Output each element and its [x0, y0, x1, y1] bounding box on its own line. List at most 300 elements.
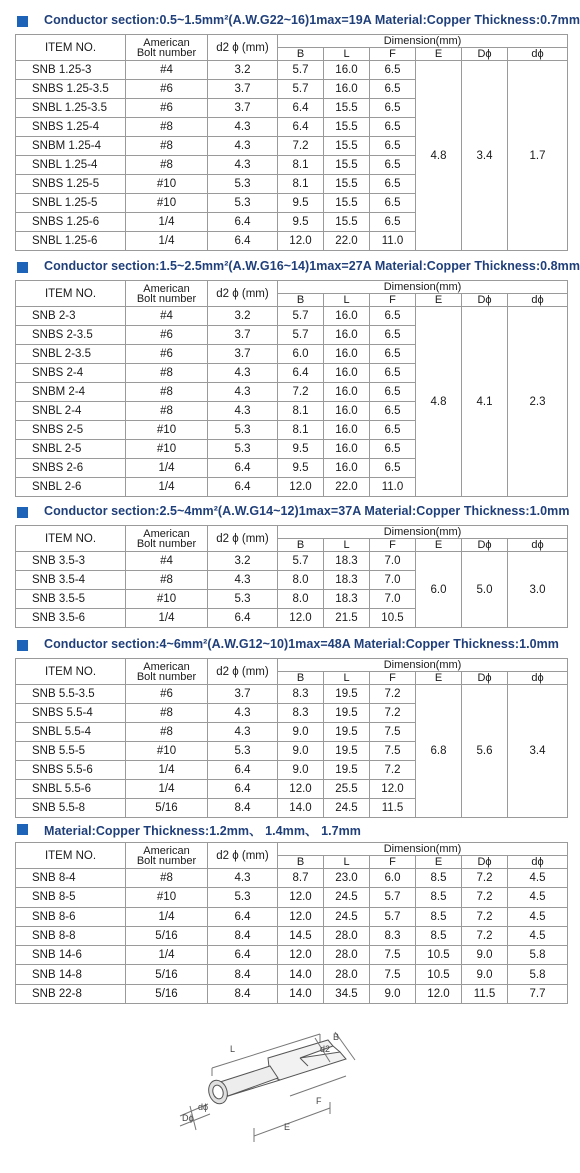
item-no: SNBL 5.5-4	[16, 723, 126, 742]
b-value: 9.5	[278, 440, 324, 459]
label-E: E	[284, 1122, 291, 1132]
f-value: 6.5	[370, 118, 416, 137]
f-value: 8.3	[370, 926, 416, 945]
header-e: E	[416, 48, 462, 61]
f-value: 7.0	[370, 571, 416, 590]
section-5	[15, 820, 567, 1004]
b-value: 14.5	[278, 926, 324, 945]
header-row	[16, 843, 568, 856]
header-row	[16, 659, 568, 672]
d2-value: 8.4	[208, 926, 278, 945]
outer-d-value: 4.1	[462, 307, 508, 497]
d2-value: 5.3	[208, 194, 278, 213]
inner-d-value: 5.8	[508, 946, 568, 965]
b-value: 8.7	[278, 869, 324, 888]
bolt-number: 5/16	[126, 799, 208, 818]
terminal-diagram	[150, 1018, 410, 1168]
header-d: dϕ	[508, 294, 568, 307]
item-no: SNB 3.5-3	[16, 552, 126, 571]
d2-value: 3.2	[208, 552, 278, 571]
bolt-number: 1/4	[126, 761, 208, 780]
header-d: dϕ	[508, 48, 568, 61]
header-bolt-line2: Bolt number	[136, 537, 197, 550]
l-value: 24.5	[324, 888, 370, 907]
f-value: 11.5	[370, 799, 416, 818]
d2-value: 6.4	[208, 459, 278, 478]
bolt-number: #10	[126, 421, 208, 440]
l-value: 24.5	[324, 907, 370, 926]
section-1	[15, 12, 580, 251]
spec-table	[15, 842, 568, 1004]
header-item-no: ITEM NO.	[16, 659, 126, 685]
bolt-number: #8	[126, 869, 208, 888]
inner-d-value: 4.5	[508, 869, 568, 888]
l-value: 19.5	[324, 761, 370, 780]
header-d2: d2 ϕ (mm)	[208, 35, 278, 61]
label-D: Dϕ	[182, 1113, 194, 1123]
header-l: L	[324, 672, 370, 685]
label-B: B	[333, 1032, 340, 1042]
header-item-no: ITEM NO.	[16, 281, 126, 307]
item-no: SNBL 2-5	[16, 440, 126, 459]
b-value: 8.3	[278, 704, 324, 723]
item-no: SNBS 2-3.5	[16, 326, 126, 345]
l-value: 15.5	[324, 118, 370, 137]
d2-value: 4.3	[208, 704, 278, 723]
e-value: 6.0	[416, 552, 462, 628]
bullet-square-icon	[17, 16, 28, 27]
outer-d-value: 9.0	[462, 946, 508, 965]
d2-value: 3.7	[208, 326, 278, 345]
b-value: 12.0	[278, 946, 324, 965]
l-value: 16.0	[324, 80, 370, 99]
fork-terminal-drawing	[150, 1018, 410, 1168]
l-value: 28.0	[324, 946, 370, 965]
header-bolt-line2: Bolt number	[136, 292, 197, 305]
e-value: 4.8	[416, 307, 462, 497]
f-value: 6.5	[370, 364, 416, 383]
b-value: 6.4	[278, 364, 324, 383]
header-dimension: Dimension(mm)	[278, 35, 568, 48]
item-no: SNB 8-4	[16, 869, 126, 888]
f-value: 7.5	[370, 965, 416, 984]
b-value: 6.4	[278, 99, 324, 118]
table-row	[16, 965, 568, 984]
label-L: L	[230, 1044, 236, 1054]
b-value: 8.3	[278, 685, 324, 704]
bolt-number: #10	[126, 175, 208, 194]
bolt-number: #8	[126, 402, 208, 421]
bolt-number: #6	[126, 345, 208, 364]
d2-value: 6.4	[208, 609, 278, 628]
header-f: F	[370, 856, 416, 869]
d2-value: 6.4	[208, 946, 278, 965]
header-bolt-number	[126, 526, 208, 552]
f-value: 6.5	[370, 213, 416, 232]
outer-d-value: 9.0	[462, 965, 508, 984]
l-value: 19.5	[324, 704, 370, 723]
d2-value: 8.4	[208, 799, 278, 818]
header-e: E	[416, 856, 462, 869]
table-row	[16, 926, 568, 945]
b-value: 12.0	[278, 907, 324, 926]
item-no: SNBM 1.25-4	[16, 137, 126, 156]
l-value: 16.0	[324, 326, 370, 345]
header-b: B	[278, 48, 324, 61]
header-bolt-line2: Bolt number	[136, 46, 197, 59]
item-no: SNBS 2-6	[16, 459, 126, 478]
f-value: 6.5	[370, 440, 416, 459]
item-no: SNB 3.5-6	[16, 609, 126, 628]
b-value: 8.1	[278, 421, 324, 440]
header-d-outer: Dϕ	[462, 48, 508, 61]
section-title-text: Conductor section:1.5~2.5mm²(A.W.G16~14)1max=27A Material:Copper Thickness:0.8mm	[44, 259, 580, 273]
header-bolt-number	[126, 35, 208, 61]
table-row	[16, 984, 568, 1003]
b-value: 5.7	[278, 307, 324, 326]
header-b: B	[278, 672, 324, 685]
l-value: 28.0	[324, 965, 370, 984]
header-b: B	[278, 539, 324, 552]
d2-value: 4.3	[208, 118, 278, 137]
b-value: 9.5	[278, 194, 324, 213]
header-d-outer: Dϕ	[462, 672, 508, 685]
bolt-number: #8	[126, 137, 208, 156]
d2-value: 5.3	[208, 175, 278, 194]
item-no: SNB 8-6	[16, 907, 126, 926]
d2-value: 3.2	[208, 61, 278, 80]
bolt-number: #4	[126, 61, 208, 80]
header-b: B	[278, 856, 324, 869]
d2-value: 4.3	[208, 723, 278, 742]
bolt-number: 5/16	[126, 926, 208, 945]
item-no: SNB 5.5-5	[16, 742, 126, 761]
f-value: 11.0	[370, 478, 416, 497]
inner-d-value: 4.5	[508, 907, 568, 926]
e-value: 8.5	[416, 926, 462, 945]
table-row	[16, 552, 568, 571]
d2-value: 4.3	[208, 364, 278, 383]
header-b: B	[278, 294, 324, 307]
d2-value: 5.3	[208, 888, 278, 907]
outer-d-value: 7.2	[462, 907, 508, 926]
d2-value: 3.2	[208, 307, 278, 326]
item-no: SNB 8-5	[16, 888, 126, 907]
l-value: 16.0	[324, 421, 370, 440]
header-d-outer: Dϕ	[462, 539, 508, 552]
b-value: 6.0	[278, 345, 324, 364]
bolt-number: #6	[126, 99, 208, 118]
d2-value: 4.3	[208, 869, 278, 888]
header-f: F	[370, 48, 416, 61]
bolt-number: 1/4	[126, 478, 208, 497]
header-bolt-line1: American	[143, 282, 190, 295]
header-row	[16, 35, 568, 48]
f-value: 7.5	[370, 723, 416, 742]
bolt-number: #8	[126, 156, 208, 175]
header-bolt-line2: Bolt number	[136, 854, 197, 867]
e-value: 6.8	[416, 685, 462, 818]
e-value: 10.5	[416, 946, 462, 965]
b-value: 9.0	[278, 742, 324, 761]
d2-value: 3.7	[208, 80, 278, 99]
table-row	[16, 307, 568, 326]
d2-value: 8.4	[208, 965, 278, 984]
item-no: SNB 22-8	[16, 984, 126, 1003]
f-value: 7.0	[370, 590, 416, 609]
l-value: 19.5	[324, 742, 370, 761]
f-value: 6.5	[370, 383, 416, 402]
item-no: SNBM 2-4	[16, 383, 126, 402]
l-value: 21.5	[324, 609, 370, 628]
b-value: 7.2	[278, 137, 324, 156]
header-bolt-line2: Bolt number	[136, 670, 197, 683]
header-dimension: Dimension(mm)	[278, 281, 568, 294]
bolt-number: #10	[126, 590, 208, 609]
f-value: 5.7	[370, 888, 416, 907]
item-no: SNBL 2-3.5	[16, 345, 126, 364]
e-value: 8.5	[416, 888, 462, 907]
l-value: 15.5	[324, 213, 370, 232]
b-value: 14.0	[278, 965, 324, 984]
f-value: 9.0	[370, 984, 416, 1003]
bolt-number: #8	[126, 723, 208, 742]
f-value: 6.5	[370, 137, 416, 156]
bolt-number: #10	[126, 194, 208, 213]
header-d2: d2 ϕ (mm)	[208, 281, 278, 307]
l-value: 22.0	[324, 478, 370, 497]
item-no: SNBL 1.25-5	[16, 194, 126, 213]
header-l: L	[324, 294, 370, 307]
b-value: 9.5	[278, 459, 324, 478]
b-value: 6.4	[278, 118, 324, 137]
item-no: SNBL 2-6	[16, 478, 126, 497]
header-bolt-number	[126, 843, 208, 869]
item-no: SNBS 1.25-4	[16, 118, 126, 137]
d2-value: 3.7	[208, 99, 278, 118]
bolt-number: #4	[126, 307, 208, 326]
header-bolt-line1: American	[143, 36, 190, 49]
item-no: SNBS 1.25-6	[16, 213, 126, 232]
item-no: SNB 1.25-3	[16, 61, 126, 80]
e-value: 12.0	[416, 984, 462, 1003]
l-value: 16.0	[324, 364, 370, 383]
spec-table	[15, 280, 568, 497]
d2-value: 4.3	[208, 383, 278, 402]
d2-value: 6.4	[208, 761, 278, 780]
inner-d-value: 1.7	[508, 61, 568, 251]
table-row	[16, 685, 568, 704]
b-value: 5.7	[278, 326, 324, 345]
b-value: 12.0	[278, 609, 324, 628]
section-title-text: Conductor section:2.5~4mm²(A.W.G14~12)1max=37A Material:Copper Thickness:1.0mm	[44, 504, 570, 518]
l-value: 28.0	[324, 926, 370, 945]
d2-value: 6.4	[208, 232, 278, 251]
d2-value: 5.3	[208, 421, 278, 440]
f-value: 6.5	[370, 459, 416, 478]
header-d2: d2 ϕ (mm)	[208, 843, 278, 869]
b-value: 12.0	[278, 888, 324, 907]
table-row	[16, 946, 568, 965]
header-item-no: ITEM NO.	[16, 35, 126, 61]
f-value: 6.5	[370, 421, 416, 440]
section-title	[15, 636, 567, 658]
header-d2: d2 ϕ (mm)	[208, 526, 278, 552]
spec-table	[15, 658, 568, 818]
item-no: SNBL 1.25-3.5	[16, 99, 126, 118]
d2-value: 6.4	[208, 907, 278, 926]
label-d2: d2	[320, 1044, 331, 1054]
l-value: 18.3	[324, 552, 370, 571]
l-value: 16.0	[324, 383, 370, 402]
bolt-number: 1/4	[126, 232, 208, 251]
d2-value: 3.7	[208, 685, 278, 704]
item-no: SNB 14-8	[16, 965, 126, 984]
l-value: 22.0	[324, 232, 370, 251]
section-title	[15, 503, 570, 525]
d2-value: 6.4	[208, 780, 278, 799]
item-no: SNBS 5.5-6	[16, 761, 126, 780]
header-d: dϕ	[508, 856, 568, 869]
bolt-number: 5/16	[126, 984, 208, 1003]
d2-value: 5.3	[208, 440, 278, 459]
f-value: 7.5	[370, 946, 416, 965]
d2-value: 4.3	[208, 402, 278, 421]
f-value: 6.0	[370, 869, 416, 888]
b-value: 9.0	[278, 761, 324, 780]
section-3	[15, 503, 570, 628]
l-value: 19.5	[324, 723, 370, 742]
header-l: L	[324, 48, 370, 61]
header-d2: d2 ϕ (mm)	[208, 659, 278, 685]
table-row	[16, 888, 568, 907]
header-d: dϕ	[508, 672, 568, 685]
bolt-number: #10	[126, 742, 208, 761]
bolt-number: #10	[126, 440, 208, 459]
outer-d-value: 7.2	[462, 926, 508, 945]
header-d-outer: Dϕ	[462, 856, 508, 869]
item-no: SNB 14-6	[16, 946, 126, 965]
bolt-number: 1/4	[126, 907, 208, 926]
bolt-number: #4	[126, 552, 208, 571]
f-value: 6.5	[370, 194, 416, 213]
d2-value: 4.3	[208, 156, 278, 175]
b-value: 8.1	[278, 402, 324, 421]
section-title	[15, 820, 567, 842]
d2-value: 5.3	[208, 742, 278, 761]
e-value: 4.8	[416, 61, 462, 251]
l-value: 18.3	[324, 571, 370, 590]
header-d-outer: Dϕ	[462, 294, 508, 307]
f-value: 7.2	[370, 761, 416, 780]
b-value: 5.7	[278, 80, 324, 99]
item-no: SNB 3.5-4	[16, 571, 126, 590]
bolt-number: #10	[126, 888, 208, 907]
bullet-square-icon	[17, 507, 28, 518]
item-no: SNB 5.5-3.5	[16, 685, 126, 704]
f-value: 6.5	[370, 402, 416, 421]
e-value: 8.5	[416, 869, 462, 888]
f-value: 6.5	[370, 345, 416, 364]
bullet-square-icon	[17, 262, 28, 273]
item-no: SNBL 1.25-6	[16, 232, 126, 251]
l-value: 16.0	[324, 440, 370, 459]
l-value: 16.0	[324, 402, 370, 421]
b-value: 14.0	[278, 799, 324, 818]
header-l: L	[324, 856, 370, 869]
l-value: 16.0	[324, 61, 370, 80]
f-value: 10.5	[370, 609, 416, 628]
e-value: 10.5	[416, 965, 462, 984]
b-value: 5.7	[278, 61, 324, 80]
b-value: 9.0	[278, 723, 324, 742]
f-value: 6.5	[370, 175, 416, 194]
f-value: 12.0	[370, 780, 416, 799]
b-value: 8.1	[278, 175, 324, 194]
label-F: F	[316, 1096, 322, 1106]
header-e: E	[416, 294, 462, 307]
d2-value: 4.3	[208, 571, 278, 590]
bolt-number: #8	[126, 118, 208, 137]
section-title	[15, 12, 580, 34]
bolt-number: #8	[126, 704, 208, 723]
inner-d-value: 3.4	[508, 685, 568, 818]
header-row	[16, 526, 568, 539]
section-title-text: Conductor section:4~6mm²(A.W.G12~10)1max=48A Material:Copper Thickness:1.0mm	[44, 637, 559, 651]
section-title	[15, 258, 580, 280]
d2-value: 3.7	[208, 345, 278, 364]
bolt-number: 1/4	[126, 213, 208, 232]
outer-d-value: 5.6	[462, 685, 508, 818]
header-bolt-line1: American	[143, 660, 190, 673]
d2-value: 6.4	[208, 213, 278, 232]
bolt-number: #6	[126, 80, 208, 99]
d2-value: 5.3	[208, 590, 278, 609]
item-no: SNBS 2-5	[16, 421, 126, 440]
item-no: SNBL 2-4	[16, 402, 126, 421]
bolt-number: #8	[126, 364, 208, 383]
l-value: 15.5	[324, 194, 370, 213]
f-value: 7.5	[370, 742, 416, 761]
header-item-no: ITEM NO.	[16, 843, 126, 869]
section-4	[15, 636, 567, 818]
l-value: 16.0	[324, 459, 370, 478]
inner-d-value: 4.5	[508, 926, 568, 945]
b-value: 9.5	[278, 213, 324, 232]
item-no: SNBL 1.25-4	[16, 156, 126, 175]
f-value: 6.5	[370, 99, 416, 118]
l-value: 23.0	[324, 869, 370, 888]
l-value: 15.5	[324, 175, 370, 194]
item-no: SNBS 1.25-3.5	[16, 80, 126, 99]
inner-d-value: 4.5	[508, 888, 568, 907]
inner-d-value: 7.7	[508, 984, 568, 1003]
inner-d-value: 2.3	[508, 307, 568, 497]
item-no: SNB 8-8	[16, 926, 126, 945]
header-item-no: ITEM NO.	[16, 526, 126, 552]
f-value: 7.0	[370, 552, 416, 571]
l-value: 24.5	[324, 799, 370, 818]
header-f: F	[370, 672, 416, 685]
header-bolt-line1: American	[143, 844, 190, 857]
header-dimension: Dimension(mm)	[278, 526, 568, 539]
e-value: 8.5	[416, 907, 462, 926]
item-no: SNBS 5.5-4	[16, 704, 126, 723]
f-value: 11.0	[370, 232, 416, 251]
b-value: 7.2	[278, 383, 324, 402]
l-value: 15.5	[324, 99, 370, 118]
b-value: 8.0	[278, 590, 324, 609]
